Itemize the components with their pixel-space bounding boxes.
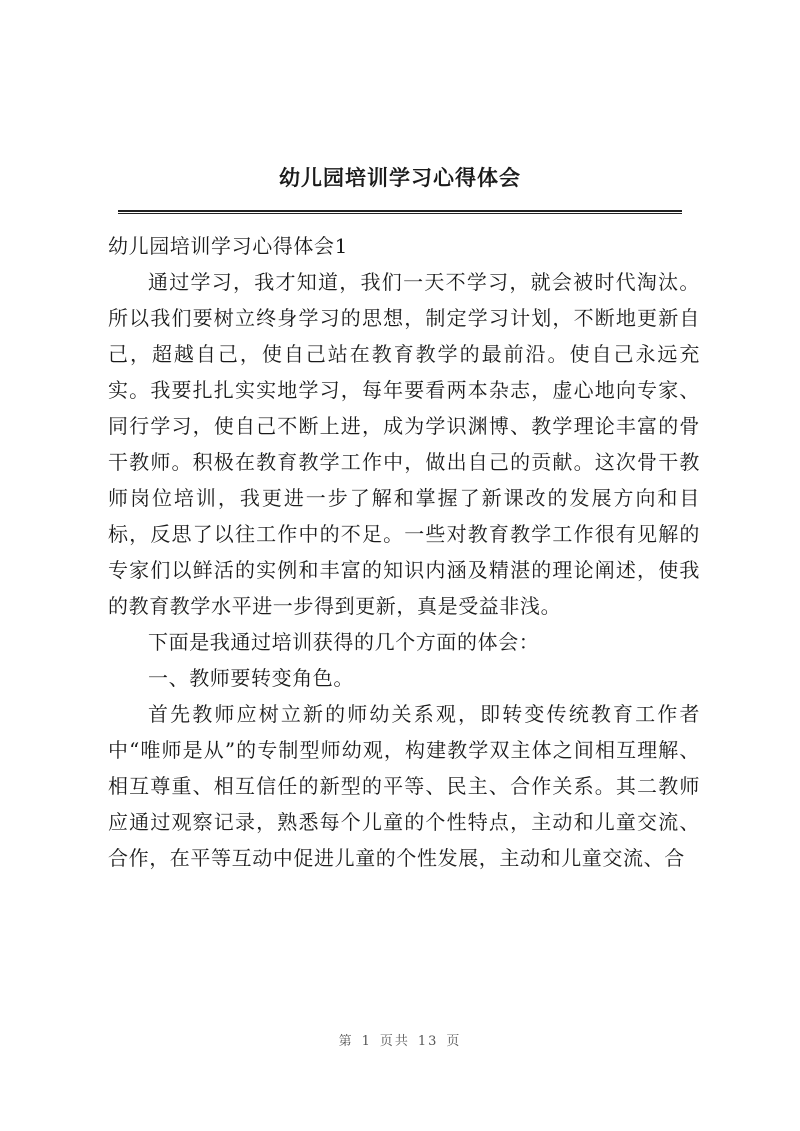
page-title: 幼儿园培训学习心得体会: [279, 165, 521, 190]
paragraph-1: 通过学习，我才知道，我们一天不学习，就会被时代淘汰。所以我们要树立终身学习的思想，制定学习计划，不断地更新自己，超越自己，使自己站在教育教学的最前沿。使自己永远充实。我要扎扎实实地学习，每年要看两本杂志，虚心地向专家、同行学习，使自己不断上进，成为学识渊博、教学理论丰富的骨干教师。积极在教育教学工作中，做出自己的贡献。这次骨干教师岗位培训，我更进一步了解和掌握了新课改的发展方向和目标，反思了以往工作中的不足。一些对教育教学工作很有见解的专家们以鲜活的实例和丰富的知识内涵及精湛的理论阐述，使我的教育教学水平进一步得到更新，真是受益非浅。: [108, 270, 700, 618]
footer-prefix: 第: [338, 1034, 354, 1049]
document-body: [108, 228, 700, 876]
footer-page-number: 1: [361, 1034, 372, 1049]
section-heading: 幼儿园培训学习心得体会1: [108, 234, 348, 258]
footer-total-pages: 13: [417, 1034, 439, 1049]
title-divider: [118, 210, 682, 214]
footer-middle: 页共: [379, 1034, 410, 1049]
footer-suffix: 页: [446, 1034, 462, 1049]
paragraph-3: 一、教师要转变角色。: [148, 666, 354, 690]
paragraph-2: 下面是我通过培训获得的几个方面的体会：: [148, 630, 540, 654]
page-footer: [0, 1030, 800, 1049]
paragraph-4: 首先教师应树立新的师幼关系观，即转变传统教育工作者中“唯师是从”的专制型师幼观，构建教学双主体之间相互理解、相互尊重、相互信任的新型的平等、民主、合作关系。其二教师应通过观察记录，熟悉每个儿童的个性特点，主动和儿童交流、合作，在平等互动中促进儿童的个性发展，主动和儿童交流、合: [108, 702, 700, 870]
